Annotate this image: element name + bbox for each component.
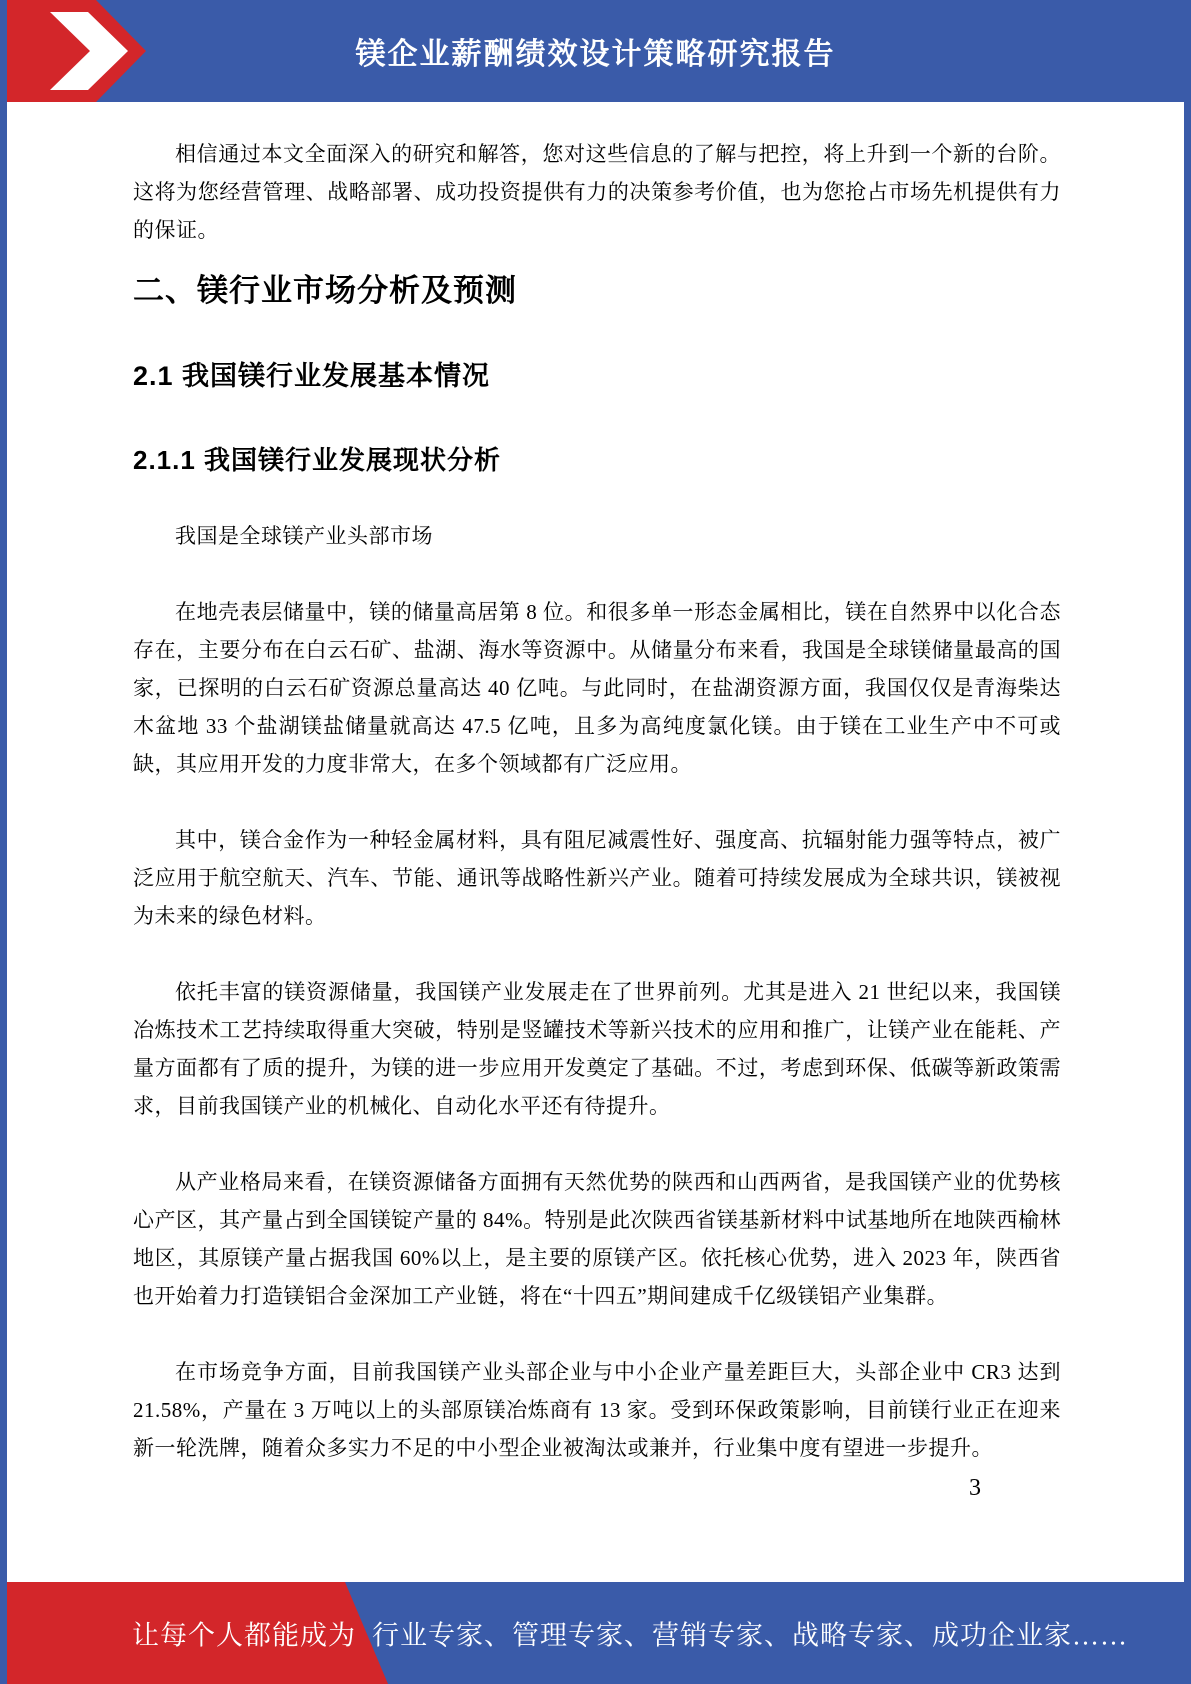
footer-tagline: 行业专家、管理专家、营销专家、战略专家、成功企业家…… [372, 1620, 1128, 1651]
paragraph-reserves: 在地壳表层储量中，镁的储量高居第 8 位。和很多单一形态金属相比，镁在自然界中以化合态存在，主要分布在白云石矿、盐湖、海水等资源中。从储量分布来看，我国是全球镁储量最高的国家，已探明的白云石矿资源总量高达 40 亿吨。与此同时，在盐湖资源方面，我国仅仅是青海柴达木盆地 33 个盐湖镁盐储量就高达 47.5 亿吨，且多为高纯度氯化镁。由于镁在工业生产中不可或缺，其应用开发的力度非常大，在多个领域都有广泛应用。 [133, 600, 1061, 776]
paragraph-regional-layout: 从产业格局来看，在镁资源储备方面拥有天然优势的陕西和山西两省，是我国镁产业的优势核心产区，其产量占到全国镁锭产量的 84%。特别是此次陕西省镁基新材料中试基地所在地陕西榆林地区，其原镁产量占据我国 60%以上，是主要的原镁产区。依托核心优势，进入 2023 年，陕西省也开始着力打造镁铝合金深加工产业链，将在“十四五”期间建成千亿级镁铝产业集群。 [133, 1170, 1061, 1308]
paragraph-competition: 在市场竞争方面，目前我国镁产业头部企业与中小企业产量差距巨大，头部企业中 CR3 达到 21.58%，产量在 3 万吨以上的头部原镁冶炼商有 13 家。受到环保政策影响，目前镁行业正在迎来新一轮洗牌，随着众多实力不足的中小型企业被淘汰或兼并，行业集中度有望进一步提升。 [133, 1360, 1061, 1460]
subsubsection-heading: 2.1.1 我国镁行业发展现状分析 [133, 445, 502, 475]
report-title: 镁企业薪酬绩效设计策略研究报告 [355, 38, 836, 71]
subsection-heading: 2.1 我国镁行业发展基本情况 [133, 361, 491, 391]
intro-paragraph: 相信通过本文全面深入的研究和解答，您对这些信息的了解与把控，将上升到一个新的台阶。这将为您经营管理、战略部署、成功投资提供有力的决策参考价值，也为您抢占市场先机提供有力的保证。 [133, 142, 1061, 242]
section-heading: 二、镁行业市场分析及预测 [133, 273, 517, 308]
page-header [0, 0, 1191, 102]
page-number: 3 [969, 1475, 981, 1501]
red-chevron-arrow-icon [0, 0, 150, 102]
paragraph-technology: 依托丰富的镁资源储量，我国镁产业发展走在了世界前列。尤其是进入 21 世纪以来，我国镁冶炼技术工艺持续取得重大突破，特别是竖罐技术等新兴技术的应用和推广，让镁产业在能耗、产量方面都有了质的提升，为镁的进一步应用开发奠定了基础。不过，考虑到环保、低碳等新政策需求，目前我国镁产业的机械化、自动化水平还有待提升。 [133, 980, 1061, 1118]
right-border-stripe [1184, 0, 1191, 1684]
paragraph-magnesium-alloy: 其中，镁合金作为一种轻金属材料，具有阻尼减震性好、强度高、抗辐射能力强等特点，被广泛应用于航空航天、汽车、节能、通讯等战略性新兴产业。随着可持续发展成为全球共识，镁被视为未来的绿色材料。 [133, 828, 1061, 928]
document-content [0, 102, 1191, 1502]
page-footer [0, 1582, 1191, 1684]
footer-slogan: 让每个人都能成为 [132, 1620, 356, 1651]
paragraph-market-position: 我国是全球镁产业头部市场 [175, 524, 433, 548]
left-border-stripe [0, 0, 7, 1684]
